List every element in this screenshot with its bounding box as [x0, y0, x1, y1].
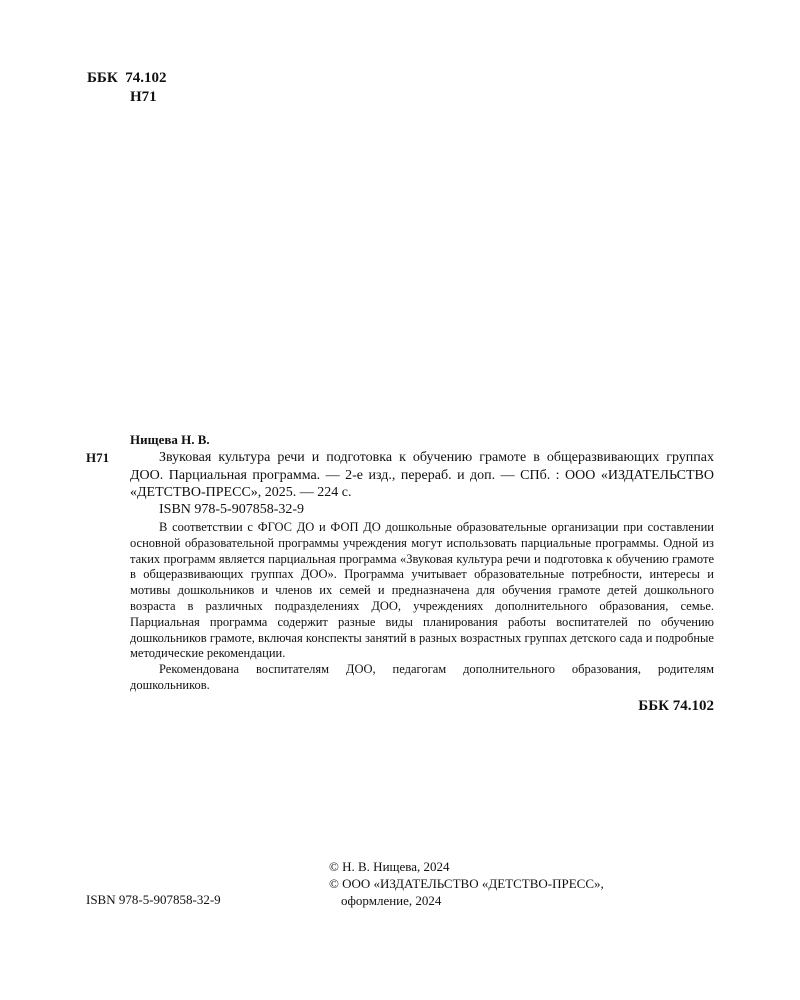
author-mark-side: Н71	[86, 450, 110, 465]
bbk-index-bottom: ББК 74.102	[638, 698, 714, 714]
annotation-paragraph: В соответствии с ФГОС ДО и ФОП ДО дошкольные образовательные организации при составлении основной образовательной программы учреждения могут использовать парциальные программы. Одной из таких программ является парциальная программа «Звуковая культура речи и подготовка к обучению грамоте в общеразвивающих группах ДОО». Программа учитывает образовательные потребности, интересы и мотивы дошкольников и членов их семей и предназначена для обучения грамоте детей дошкольного возраста в различных подразделениях ДОО, учреждениях дополнительного образования, семье. Парциальная программа содержит разные виды планирования работы воспитателей по обучению дошкольников грамоте, включая конспекты занятий в разных возрастных группах детского сада и подробные методические рекомендации.	[130, 520, 714, 661]
copyright-author: © Н. В. Нищева, 2024	[329, 859, 450, 874]
copyright-publisher: © ООО «ИЗДАТЕЛЬСТВО «ДЕТСТВО-ПРЕСС»,	[329, 876, 604, 891]
card-isbn: ISBN 978-5-907858-32-9	[159, 502, 305, 517]
footer-isbn: ISBN 978-5-907858-32-9	[86, 892, 221, 907]
copyright-publisher-cont: оформление, 2024	[341, 893, 442, 908]
bibliographic-description: Звуковая культура речи и подготовка к обучению грамоте в общеразвивающих группах ДОО. Парциальная программа. — 2-е изд., перераб. и доп. — СПб. : ООО «ИЗДАТЕЛЬСТВО «ДЕТСТВО-ПРЕСС», 2025. — 224 с.	[130, 450, 714, 500]
bbk-index-top: ББК 74.102	[87, 70, 167, 86]
annotation-paragraph: Рекомендована воспитателям ДОО, педагогам дополнительного образования, родителям дошкольников.	[130, 662, 714, 692]
author-heading: Нищева Н. В.	[130, 432, 210, 447]
copyright-block	[329, 858, 604, 909]
annotation	[130, 520, 714, 694]
author-mark-top: Н71	[130, 89, 157, 105]
